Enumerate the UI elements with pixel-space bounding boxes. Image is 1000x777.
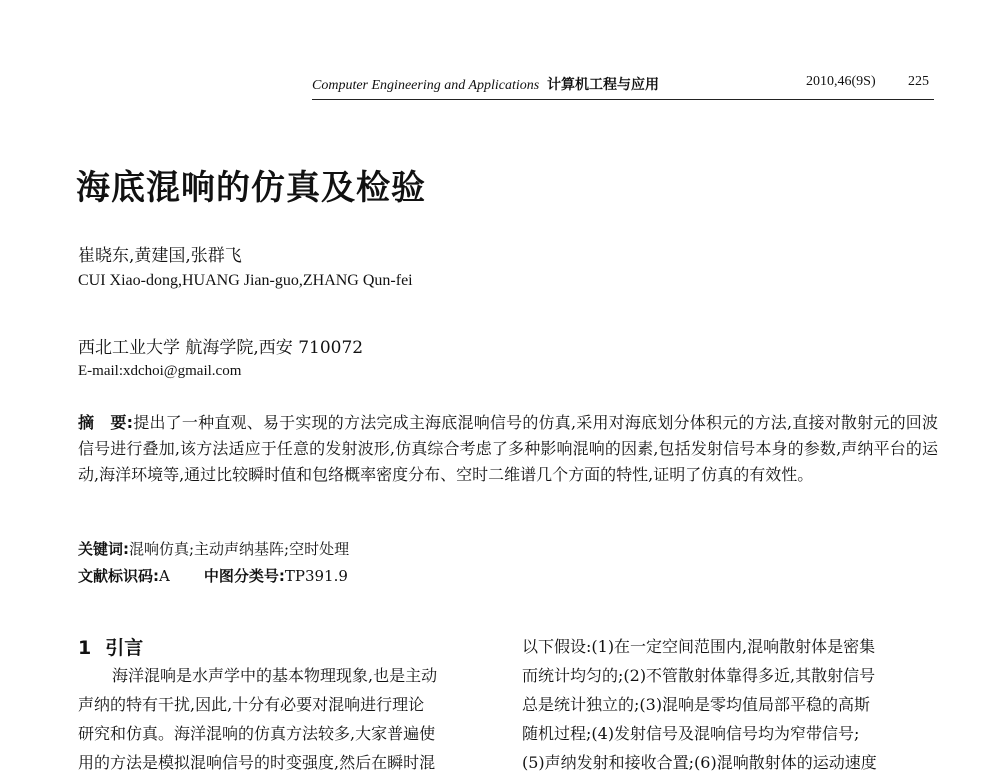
body-line: 随机过程;(4)发射信号及混响信号均为窄带信号; xyxy=(522,724,860,743)
page-number: 225 xyxy=(908,74,929,89)
journal-name-zh: 计算机工程与应用 xyxy=(547,77,660,93)
classification-codes xyxy=(78,565,348,586)
keywords-label: 关键词: xyxy=(78,540,129,558)
section-number: 1 xyxy=(78,637,92,659)
doc-code-label: 文献标识码: xyxy=(78,567,159,585)
body-line: (5)声纳发射和接收合置;(6)混响散射体的运动速度 xyxy=(522,753,877,772)
authors-chinese: 崔晓东,黄建国,张群飞 xyxy=(78,246,242,266)
affiliation: 西北工业大学 航海学院,西安 710072 xyxy=(78,338,364,358)
section-heading xyxy=(78,633,143,660)
abstract xyxy=(78,410,938,488)
right-column xyxy=(522,632,936,777)
keywords xyxy=(78,538,349,559)
section-title: 引言 xyxy=(105,637,144,659)
body-line: 声纳的特有干扰,因此,十分有必要对混响进行理论 xyxy=(78,695,425,714)
journal-name-en: Computer Engineering and Applications xyxy=(312,78,540,93)
journal-name xyxy=(312,74,659,94)
body-line: 以下假设:(1)在一定空间范围内,混响散射体是密集 xyxy=(522,637,876,656)
abstract-text: 提出了一种直观、易于实现的方法完成主海底混响信号的仿真,采用对海底划分体积元的方法,直接对散射元的回波信号进行叠加,该方法适应于任意的发射波形,仿真综合考虑了多种影响混响的因素,包括发射信号本身的参数,声纳平台的运动,海洋环境等,通过比较瞬时值和包络概率密度分布、空时二维谱几个方面的特性,证明了仿真的有效性。 xyxy=(78,413,938,484)
issue-number: 2010,46(9S) xyxy=(806,74,876,89)
paper-title: 海底混响的仿真及检验 xyxy=(76,168,426,208)
class-code-label: 中图分类号: xyxy=(203,567,285,585)
keywords-text: 混响仿真;主动声纳基阵;空时处理 xyxy=(129,540,350,558)
header-rule xyxy=(312,99,934,100)
body-line: 用的方法是模拟混响信号的时变强度,然后在瞬时混 xyxy=(78,753,436,772)
email: E-mail:xdchoi@gmail.com xyxy=(78,363,242,379)
body-line: 研究和仿真。海洋混响的仿真方法较多,大家普遍使 xyxy=(78,724,436,743)
authors-english: CUI Xiao-dong,HUANG Jian-guo,ZHANG Qun-fei xyxy=(78,272,413,289)
class-code-value: TP391.9 xyxy=(284,567,348,585)
abstract-label: 摘 要: xyxy=(78,413,134,432)
body-line: 而统计均匀的;(2)不管散射体靠得多近,其散射信号 xyxy=(522,666,876,685)
body-line: 总是统计独立的;(3)混响是零均值局部平稳的高斯 xyxy=(522,695,871,714)
body-line: 海洋混响是水声学中的基本物理现象,也是主动 xyxy=(112,666,438,685)
doc-code-value: A xyxy=(159,567,170,585)
